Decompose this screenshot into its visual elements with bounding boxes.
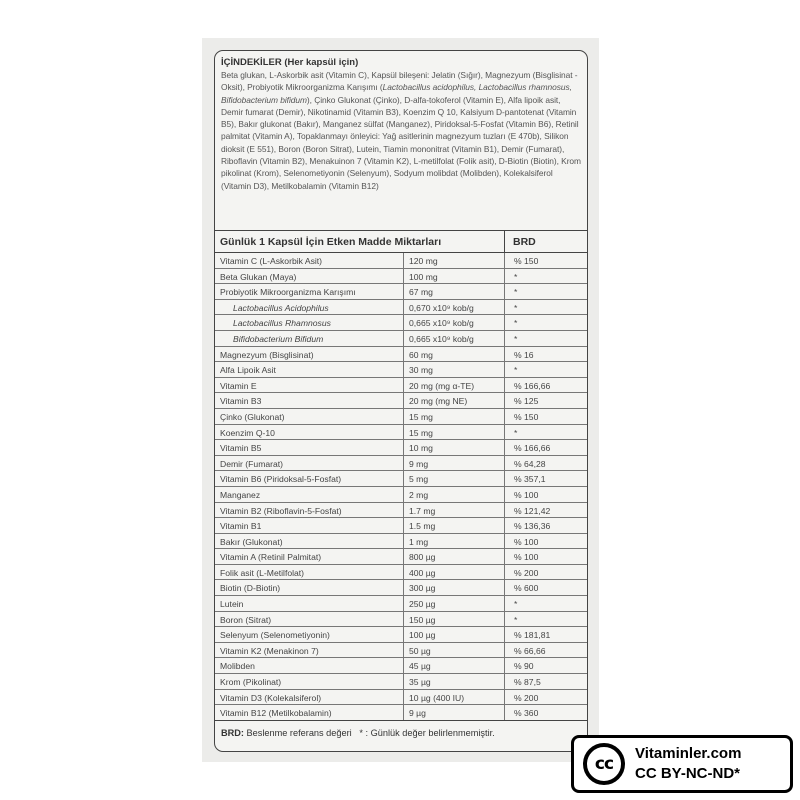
nutrient-name: Vitamin B1: [215, 518, 404, 533]
nutrient-amount: 10 mg: [404, 440, 505, 455]
nutrient-amount: 30 mg: [404, 362, 505, 377]
table-row: [215, 425, 587, 441]
nutrient-name: Vitamin B5: [215, 440, 404, 455]
nutrient-name: Selenyum (Selenometiyonin): [215, 627, 404, 642]
nutrient-brd: *: [514, 318, 518, 329]
nutrient-name: Vitamin D3 (Kolekalsiferol): [215, 690, 404, 705]
nutrient-amount: 67 mg: [404, 284, 505, 299]
star-definition: * : Günlük değer belirlenmemiştir.: [359, 727, 495, 738]
nutrient-name: Vitamin B2 (Riboflavin-5-Fosfat): [215, 503, 404, 518]
nutrient-brd: *: [514, 302, 518, 313]
nutrient-table: [215, 253, 587, 721]
nutrient-brd: % 150: [514, 256, 539, 266]
table-row: [215, 409, 587, 425]
nutrient-brd: % 360: [514, 708, 539, 719]
nutrient-brd: % 16: [514, 349, 534, 360]
nutrient-amount: 1.7 mg: [404, 503, 505, 518]
nutrient-amount: 15 mg: [404, 409, 505, 424]
nutrient-brd: *: [514, 287, 518, 298]
nutrient-name: Bifidobacterium Bifidum: [215, 331, 404, 346]
table-row: [215, 565, 587, 581]
nutrient-amount: 800 µg: [404, 549, 505, 564]
nutrient-amount: 100 µg: [404, 627, 505, 642]
nutrient-name: Folik asit (L-Metilfolat): [215, 565, 404, 580]
table-row: [215, 705, 587, 721]
table-row: [215, 580, 587, 596]
nutrient-name: Beta Glukan (Maya): [215, 269, 404, 284]
nutrient-brd: % 125: [514, 396, 539, 407]
table-row: [215, 471, 587, 487]
nutrient-brd: % 64,28: [514, 458, 546, 469]
nutrient-amount: 20 mg (mg NE): [404, 393, 505, 408]
nutrient-brd: % 121,42: [514, 505, 551, 516]
nutrient-name: Lutein: [215, 596, 404, 611]
ingredients-text-segment: Beta glukan, L-Askorbik asit (Vitamin C), Kapsül bileşeni: Jelatin (Sığır), Magnezyum (Bisglisinat - Oksit), Probiyotik Mikroorganizma Karışımı (: [221, 70, 578, 93]
table-header: [215, 230, 587, 253]
nutrient-name: Vitamin B3: [215, 393, 404, 408]
supplement-facts-panel: [214, 50, 588, 752]
nutrient-name: Koenzim Q-10: [215, 425, 404, 440]
nutrient-amount: 150 µg: [404, 612, 505, 627]
badge-license: CC BY-NC-ND*: [635, 765, 740, 782]
nutrient-name: Molibden: [215, 658, 404, 673]
nutrient-brd: % 600: [514, 583, 539, 594]
table-header-title: Günlük 1 Kapsül İçin Etken Madde Miktarları: [215, 231, 505, 252]
nutrient-amount: 120 mg: [404, 253, 505, 268]
nutrient-name: Bakır (Glukonat): [215, 534, 404, 549]
table-row: [215, 315, 587, 331]
nutrient-amount: 0,665 x10⁹ kob/g: [404, 315, 505, 330]
nutrient-amount: 20 mg (mg α-TE): [404, 378, 505, 393]
nutrient-brd: *: [514, 599, 518, 610]
nutrient-name: Boron (Sitrat): [215, 612, 404, 627]
table-row: [215, 612, 587, 628]
table-row: [215, 534, 587, 550]
table-row: [215, 674, 587, 690]
nutrient-brd: % 100: [514, 552, 539, 563]
nutrient-amount: 250 µg: [404, 596, 505, 611]
table-row: [215, 503, 587, 519]
nutrient-brd: *: [514, 427, 518, 438]
nutrient-name: Demir (Fumarat): [215, 456, 404, 471]
nutrient-name: Lactobacillus Acidophilus: [215, 300, 404, 315]
license-badge: [571, 735, 793, 793]
nutrient-name: Vitamin B12 (Metilkobalamin): [215, 705, 404, 720]
table-row: [215, 269, 587, 285]
nutrient-brd: % 66,66: [514, 645, 546, 656]
creative-commons-icon: cc: [583, 743, 625, 785]
nutrient-amount: 300 µg: [404, 580, 505, 595]
nutrient-amount: 9 µg: [404, 705, 505, 720]
table-footer: [215, 721, 587, 738]
nutrient-amount: 15 mg: [404, 425, 505, 440]
table-row: [215, 456, 587, 472]
nutrient-name: Vitamin C (L-Askorbik Asit): [215, 253, 404, 268]
nutrient-amount: 50 µg: [404, 643, 505, 658]
nutrient-name: Vitamin K2 (Menakinon 7): [215, 643, 404, 658]
nutrient-name: Çinko (Glukonat): [215, 409, 404, 424]
nutrient-brd: % 90: [514, 661, 534, 672]
table-row: [215, 440, 587, 456]
table-row: [215, 253, 587, 269]
nutrient-brd: *: [514, 333, 518, 344]
nutrient-brd: *: [514, 365, 518, 376]
table-row: [215, 627, 587, 643]
nutrient-amount: 2 mg: [404, 487, 505, 502]
nutrient-amount: 1.5 mg: [404, 518, 505, 533]
ingredients-text-segment: ), Çinko Glukonat (Çinko), D-alfa-tokoferol (Vitamin E), Alfa lipoik asit, Demir fumarat (Demir), Nikotinamid (Vitamin B3), Koenzim Q 10, Kalsiyum D-pantotenat (Vitamin B5), Bakır glukonat (Bakır), Manganez sülfat (Manganez), Piridoksal-5-Fosfat (Vitamin B6), Retinil palmitat (Vitamin A), Topaklanmayı önleyici: Yağ asitlerinin magnezyum tuzları (E 470b), Silikon dioksit (E 551), Boron (Boron Sitrat), Lutein, Tiamin mononitrat (Vitamin B1), Demir (Fumarat), Riboflavin (Vitamin B2), Menakuinon 7 (Vitamin K2), L-metilfolat (Folik asit), D-Biotin (Biotin), Krom pikolinat (Krom), Selenometiyonin (Selenyum), Sodyum molibdat (Molibden), Kolekalsiferol (Vitamin D3), Metilkobalamin (Vitamin B12): [221, 94, 581, 191]
nutrient-amount: 5 mg: [404, 471, 505, 486]
ingredients-section: [215, 51, 587, 222]
nutrient-name: Biotin (D-Biotin): [215, 580, 404, 595]
nutrient-name: Alfa Lipoik Asit: [215, 362, 404, 377]
table-row: [215, 378, 587, 394]
nutrient-brd: % 166,66: [514, 380, 551, 391]
nutrient-brd: % 150: [514, 411, 539, 422]
nutrient-brd: % 87,5: [514, 677, 541, 688]
table-row: [215, 643, 587, 659]
nutrient-brd: *: [514, 271, 518, 282]
nutrient-amount: 45 µg: [404, 658, 505, 673]
table-row: [215, 300, 587, 316]
nutrient-brd: % 357,1: [514, 474, 546, 485]
nutrient-name: Magnezyum (Bisglisinat): [215, 347, 404, 362]
table-row: [215, 393, 587, 409]
nutrient-brd: % 181,81: [514, 630, 551, 641]
nutrient-amount: 1 mg: [404, 534, 505, 549]
table-row: [215, 596, 587, 612]
table-row: [215, 331, 587, 347]
nutrient-name: Vitamin A (Retinil Palmitat): [215, 549, 404, 564]
table-header-brd: BRD: [513, 236, 536, 248]
table-row: [215, 549, 587, 565]
nutrient-name: Probiyotik Mikroorganizma Karışımı: [215, 284, 404, 299]
nutrient-amount: 35 µg: [404, 674, 505, 689]
nutrient-brd: % 100: [514, 536, 539, 547]
nutrient-amount: 9 mg: [404, 456, 505, 471]
nutrient-name: Krom (Pikolinat): [215, 674, 404, 689]
nutrient-brd: % 166,66: [514, 443, 551, 454]
nutrient-amount: 10 µg (400 IU): [404, 690, 505, 705]
nutrient-brd: % 136,36: [514, 521, 551, 532]
nutrient-amount: 400 µg: [404, 565, 505, 580]
nutrient-amount: 60 mg: [404, 347, 505, 362]
nutrient-amount: 100 mg: [404, 269, 505, 284]
ingredients-text: [221, 69, 581, 192]
nutrient-name: Lactobacillus Rhamnosus: [215, 315, 404, 330]
nutrient-name: Vitamin E: [215, 378, 404, 393]
brd-definition: Beslenme referans değeri: [243, 727, 352, 738]
nutrient-amount: 0,665 x10⁹ kob/g: [404, 331, 505, 346]
ingredients-text-italic: Lactobacillus acidophilus, Lactobacillus rhamnosus, Bifidobacterium bifidum: [221, 82, 572, 105]
table-row: [215, 487, 587, 503]
nutrient-name: Manganez: [215, 487, 404, 502]
table-row: [215, 658, 587, 674]
nutrient-amount: 0,670 x10⁹ kob/g: [404, 300, 505, 315]
nutrient-brd: *: [514, 614, 518, 625]
nutrient-brd: % 100: [514, 489, 539, 500]
table-row: [215, 690, 587, 706]
ingredients-title: İÇİNDEKİLER (Her kapsül için): [221, 57, 359, 68]
table-row: [215, 284, 587, 300]
nutrient-name: Vitamin B6 (Piridoksal-5-Fosfat): [215, 471, 404, 486]
brd-label: BRD:: [221, 727, 244, 738]
nutrient-brd: % 200: [514, 567, 539, 578]
table-row: [215, 347, 587, 363]
nutrient-brd: % 200: [514, 692, 539, 703]
badge-site-name: Vitaminler.com: [635, 745, 742, 762]
table-row: [215, 518, 587, 534]
table-row: [215, 362, 587, 378]
